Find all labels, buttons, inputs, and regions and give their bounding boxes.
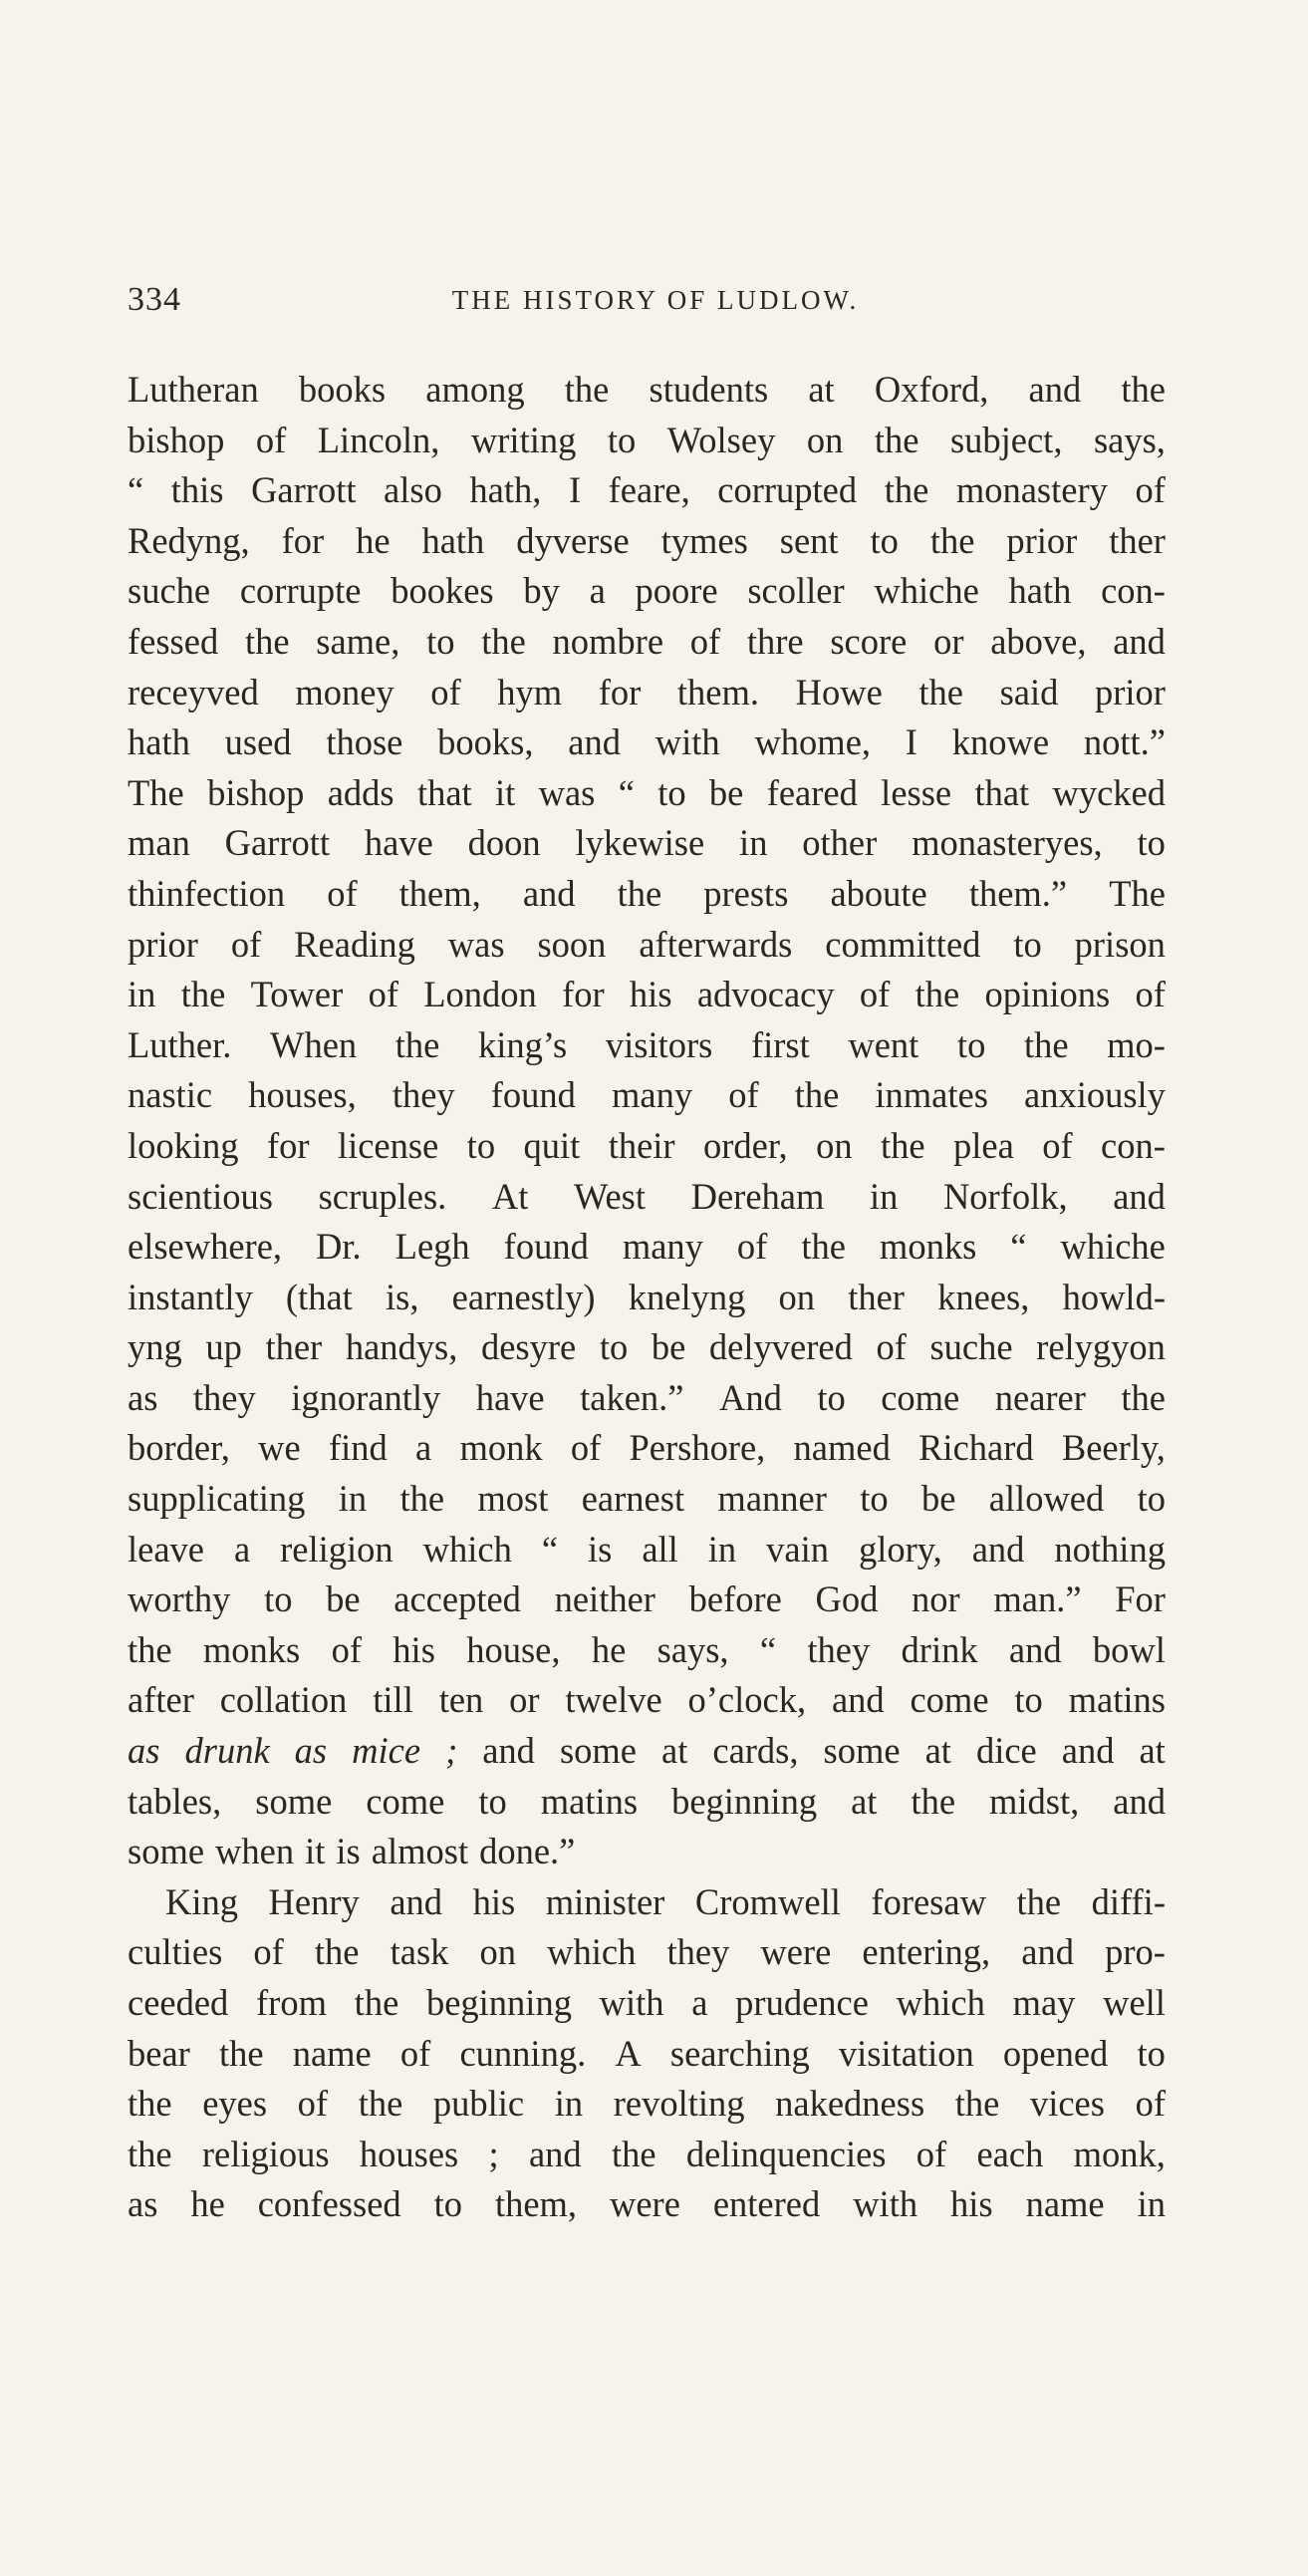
text-line: The bishop adds that it was “ to be feared lesse that wycked [128,771,1166,813]
text-line: fessed the same, to the nombre of thre score or above, and [128,620,1166,662]
text-line: leave a religion which “ is all in vain glory, and nothing [128,1528,1166,1570]
text-line: tables, some come to matins beginning at the midst, and [128,1780,1166,1822]
text-line: elsewhere, Dr. Legh found many of the monks “ whiche [128,1226,1166,1268]
page-number: 334 [128,281,181,318]
text-line: instantly (that is, earnestly) knelyng on ther knees, howld- [128,1276,1166,1317]
running-title: THE HISTORY OF LUDLOW. [451,285,860,315]
text-line: receyved money of hym for them. Howe the said prior [128,671,1166,713]
text-line: after collation till ten or twelve o’clock, and come to matins [128,1679,1166,1721]
text-line: the eyes of the public in revolting nakedness the vices of [128,2083,1166,2125]
text-line: worthy to be accepted neither before God nor man.” For [128,1578,1166,1620]
text-line: in the Tower of London for his advocacy of the opinions of [128,974,1166,1015]
running-head [128,281,1164,331]
text-line: ceeded from the beginning with a prudence which may well [128,1982,1166,2023]
text-line: man Garrott have doon lykewise in other monasteryes, to [128,822,1166,864]
text-line: supplicating in the most earnest manner to be allowed to [128,1478,1166,1520]
text-line: scientious scruples. At West Dereham in Norfolk, and [128,1175,1166,1217]
text-line: the monks of his house, he says, “ they drink and bowl [128,1628,1166,1670]
text-line: as they ignorantly have taken.” And to come nearer the [128,1376,1166,1418]
text-line: bishop of Lincoln, writing to Wolsey on the subject, says, [128,419,1166,460]
text-line: looking for license to quit their order, on the plea of con- [128,1124,1166,1166]
text-line: as drunk as mice ; and some at cards, some at dice and at [128,1730,1166,1772]
text-line: the religious houses ; and the delinquencies of each monk, [128,2133,1166,2174]
text-line: nastic houses, they found many of the inmates anxiously [128,1074,1166,1116]
text-line: “ this Garrott also hath, I feare, corrupted the monastery of [128,469,1166,511]
text-line: thinfection of them, and the prests aboute them.” The [128,872,1166,914]
text-line: culties of the task on which they were entering, and pro- [128,1931,1166,1973]
text-line: Lutheran books among the students at Oxford, and the [128,369,1166,410]
text-line: yng up ther handys, desyre to be delyvered of suche relygyon [128,1326,1166,1368]
text-line: as he confessed to them, were entered with his name in [128,2183,1166,2225]
text-line: King Henry and his minister Cromwell foresaw the diffi- [165,1880,1166,1922]
text-line: hath used those books, and with whome, I knowe nott.” [128,721,1166,763]
text-line: Luther. When the king’s visitors first went to the mo- [128,1023,1166,1065]
text-line: Redyng, for he hath dyverse tymes sent to the prior ther [128,519,1166,561]
text-line: border, we find a monk of Pershore, named Richard Beerly, [128,1427,1166,1469]
body-text [128,365,1166,2230]
text-line: bear the name of cunning. A searching visitation opened to [128,2032,1166,2074]
text-line: suche corrupte bookes by a poore scoller whiche hath con- [128,570,1166,612]
text-line: prior of Reading was soon afterwards committed to prison [128,923,1166,965]
text-line: some when it is almost done.” [128,1831,576,1872]
